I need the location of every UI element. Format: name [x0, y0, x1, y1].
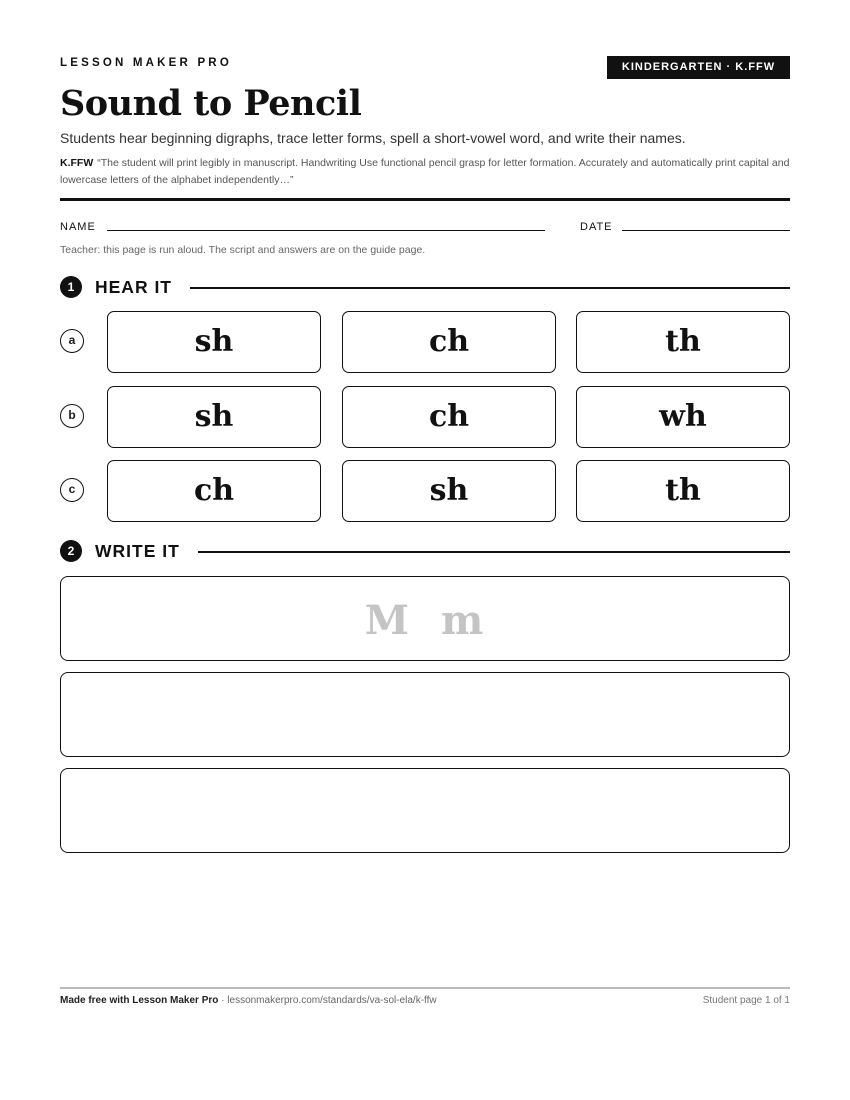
footer-credit — [60, 995, 437, 1006]
page-title: Sound to Pencil — [60, 83, 362, 124]
name-label: NAME — [60, 221, 96, 233]
footer-made-with: Made free with Lesson Maker Pro — [60, 995, 219, 1006]
section-write-it-header — [60, 540, 790, 562]
section-rule — [198, 551, 790, 553]
digraph-option-card[interactable]: sh — [107, 311, 321, 373]
header-divider — [60, 198, 790, 201]
footer-url: · lessonmakerpro.com/standards/va-sol-ela/k-ffw — [221, 995, 437, 1006]
writing-box[interactable] — [60, 672, 790, 757]
section-title: HEAR IT — [95, 277, 172, 297]
digraph-option-card[interactable]: ch — [107, 460, 321, 522]
trace-letters: M m — [364, 597, 486, 644]
section-title: WRITE IT — [95, 541, 180, 561]
row-letter-marker: a — [60, 329, 84, 353]
digraph-option-card[interactable]: wh — [576, 386, 790, 448]
digraph-option-card[interactable]: ch — [342, 386, 556, 448]
hear-it-row-a — [60, 311, 790, 373]
teacher-note: Teacher: this page is run aloud. The script and answers are on the guide page. — [60, 244, 426, 256]
digraph-option-card[interactable]: sh — [107, 386, 321, 448]
hear-it-row-b — [60, 386, 790, 448]
footer-divider — [60, 987, 790, 989]
digraph-option-card[interactable]: sh — [342, 460, 556, 522]
section-number-badge: 1 — [60, 276, 82, 298]
hear-it-row-c — [60, 460, 790, 522]
digraph-option-card[interactable]: th — [576, 460, 790, 522]
standard-text: “The student will print legibly in manuscript. Handwriting Use functional pencil grasp for letter formation. Accurately and automatically print capital and lowercase letters of the alphabet independently…” — [60, 157, 790, 186]
date-field-line[interactable] — [622, 230, 790, 231]
worksheet-page — [60, 0, 790, 1100]
page-subtitle: Students hear beginning digraphs, trace letter forms, spell a short-vowel word, and write their names. — [60, 130, 686, 146]
grade-badge: KINDERGARTEN · K.FFW — [607, 56, 790, 79]
brand-name: LESSON MAKER PRO — [60, 57, 232, 69]
standard-statement — [60, 155, 790, 189]
writing-box[interactable] — [60, 768, 790, 853]
section-number-badge: 2 — [60, 540, 82, 562]
name-field-line[interactable] — [107, 230, 545, 231]
footer-page-number: Student page 1 of 1 — [702, 995, 790, 1006]
row-letter-marker: b — [60, 404, 84, 428]
trace-box[interactable] — [60, 576, 790, 661]
section-hear-it-header — [60, 276, 790, 298]
section-rule — [190, 287, 790, 289]
digraph-option-card[interactable]: ch — [342, 311, 556, 373]
digraph-option-card[interactable]: th — [576, 311, 790, 373]
date-label: DATE — [580, 221, 613, 233]
row-letter-marker: c — [60, 478, 84, 502]
standard-code: K.FFW — [60, 157, 94, 169]
